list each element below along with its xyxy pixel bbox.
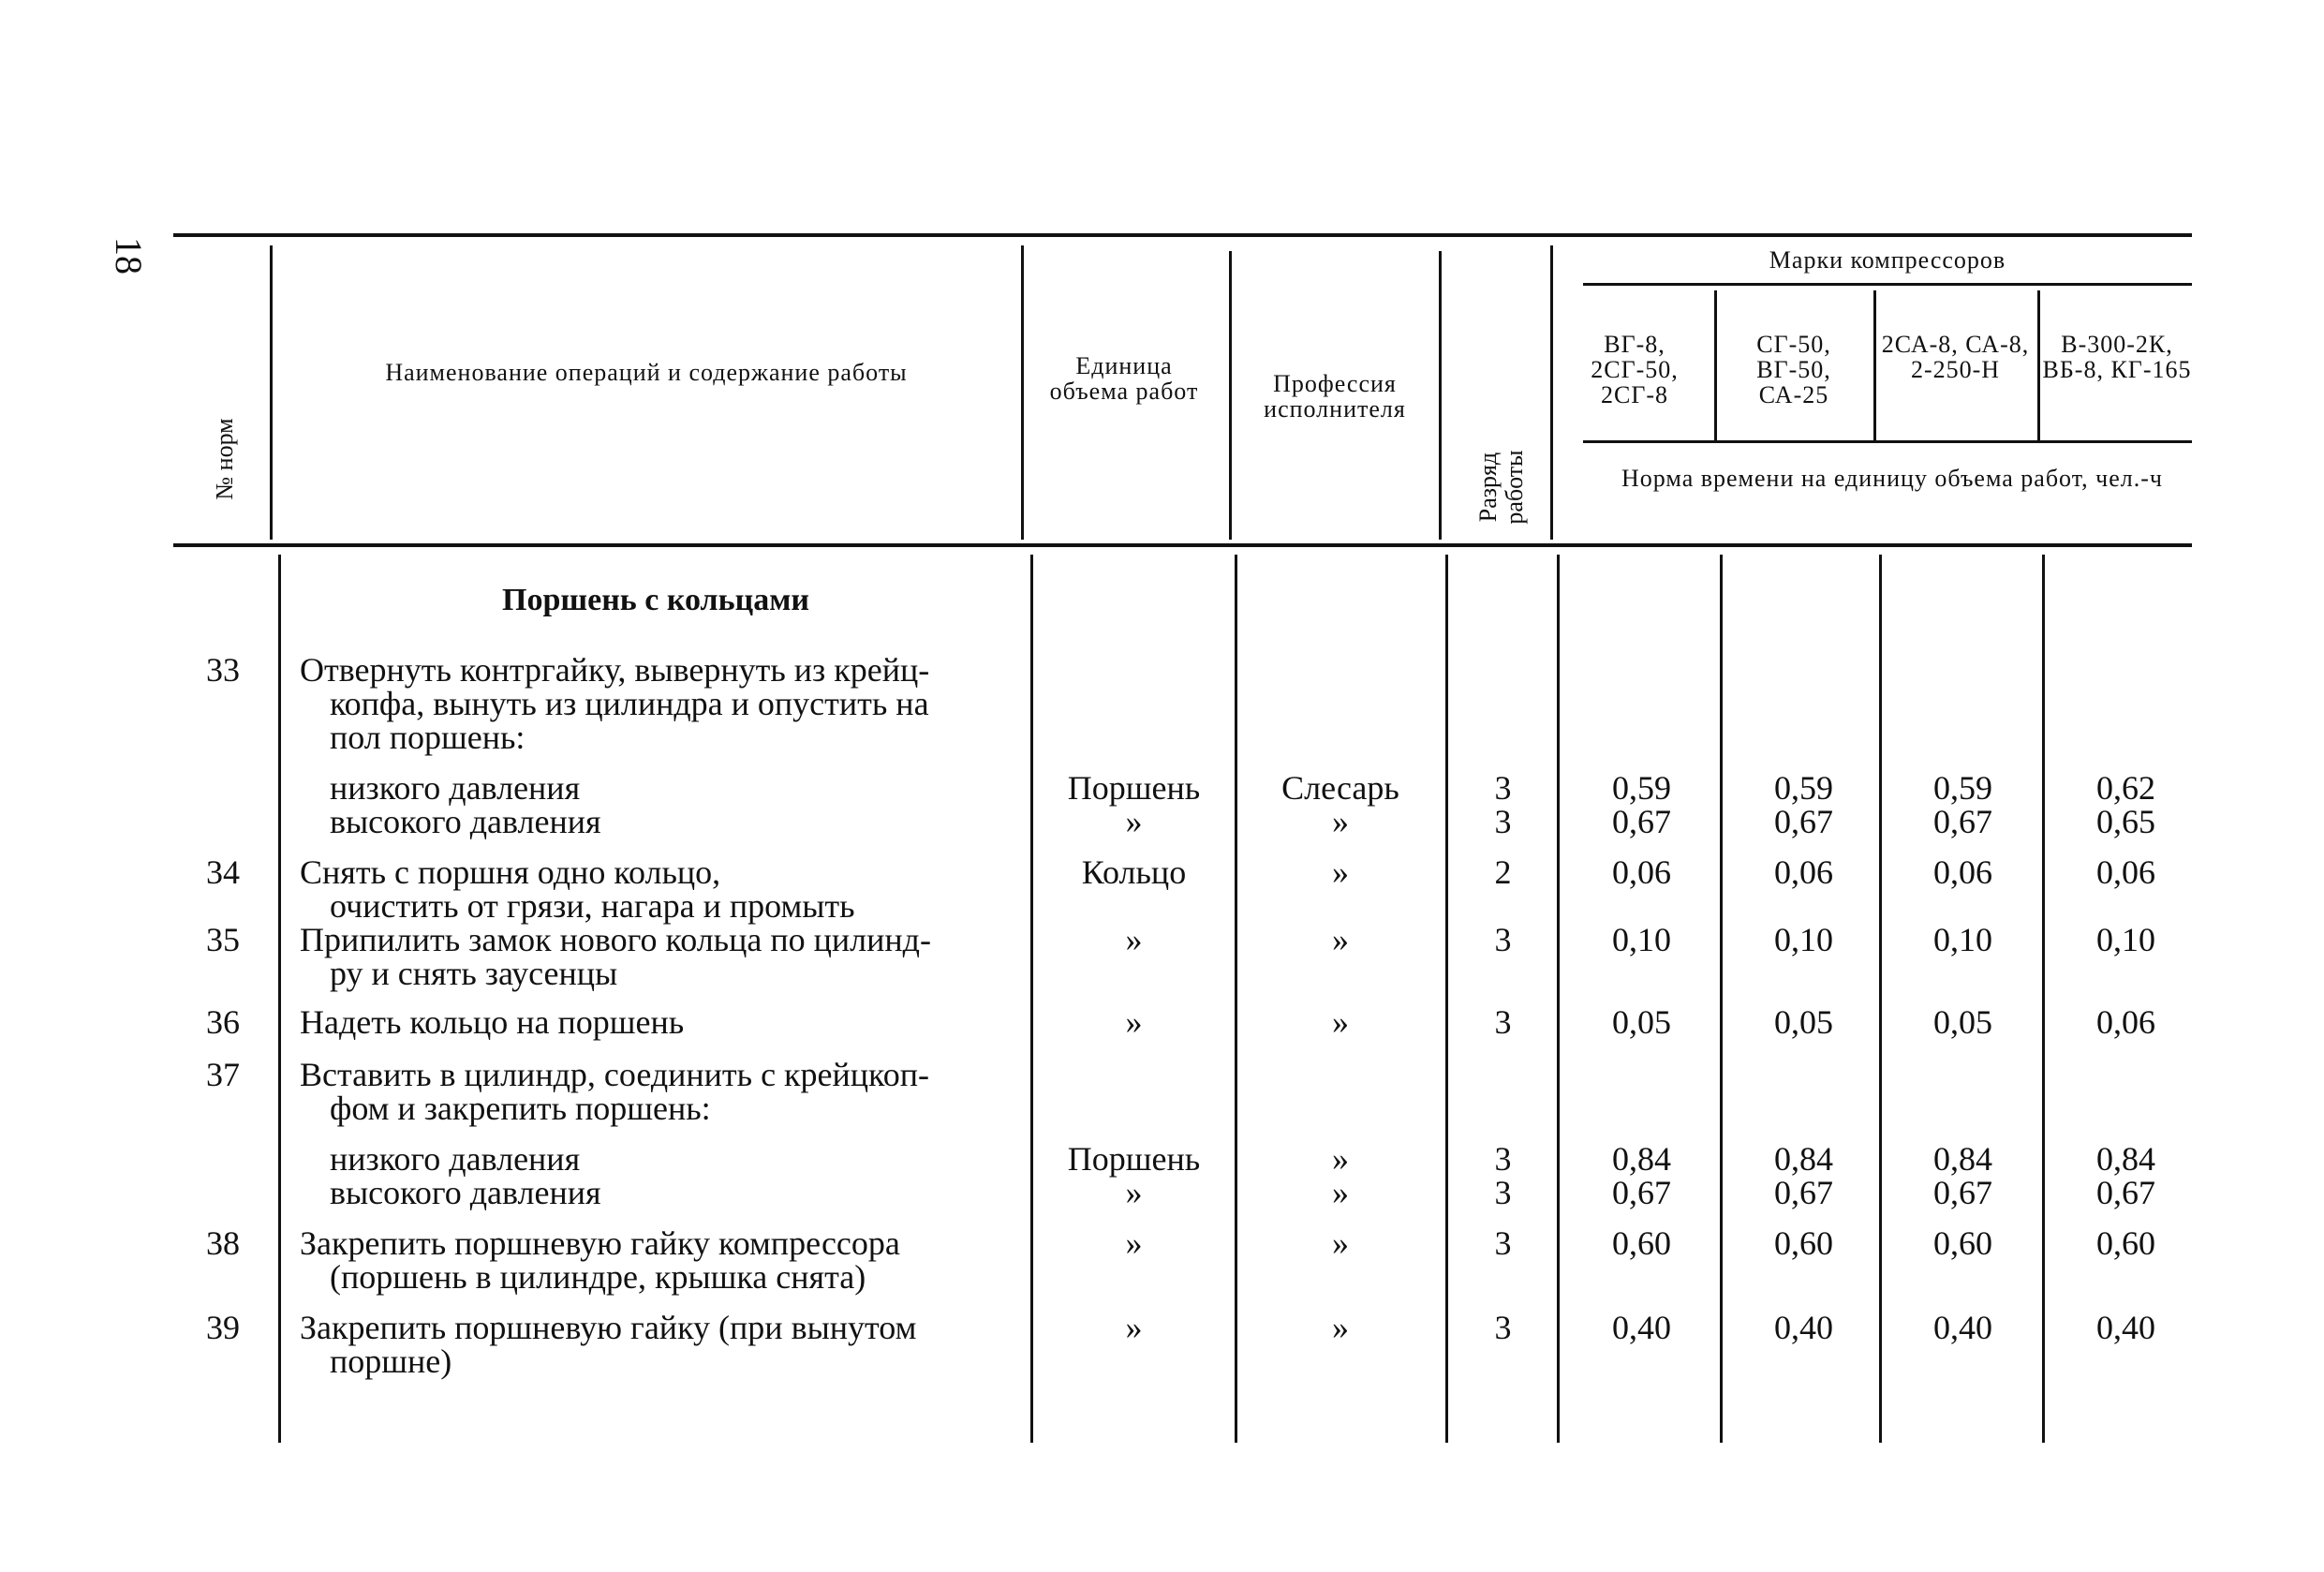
row-norm-value: 0,67 [1774,803,1833,840]
row-grade: 3 [1494,803,1512,840]
row-number: 38 [206,1224,240,1262]
row-profession: » [1332,1140,1349,1178]
brands-rule [1583,283,2192,286]
row-norm-value: 0,06 [2096,853,2155,891]
hdr-divider-7 [1873,290,1876,440]
row-text-line: Снять с поршня одно кольцо, [300,853,721,891]
hdr-name: Наименование операций и содержание работы [385,359,908,386]
row-sub-item: низкого давления [330,769,581,807]
hdr-norm-caption: Норма времени на единицу объема работ, чел.-ч [1621,465,2163,492]
row-norm-value: 0,60 [1774,1224,1833,1262]
row-sub-item: высокого давления [330,1174,601,1211]
row-norm-value: 0,65 [2096,803,2155,840]
row-norm-value: 0,59 [1612,769,1671,807]
row-unit: » [1125,1174,1143,1211]
row-norm-value: 0,84 [1933,1140,1992,1178]
row-unit: » [1125,1224,1143,1262]
row-norm-value: 0,84 [1774,1140,1833,1178]
row-number: 36 [206,1003,240,1041]
hdr-brand-2: СГ-50, ВГ-50, СА-25 [1756,331,1831,408]
body-divider-6 [1720,555,1723,1443]
row-grade: 3 [1494,769,1512,807]
row-norm-value: 0,60 [2096,1224,2155,1262]
page-number: 18 [108,237,150,274]
row-text-line: пол поршень: [330,719,525,756]
hdr-unit: Единица объема работ [1049,352,1199,405]
row-norm-value: 0,05 [1612,1003,1671,1041]
row-norm-value: 0,67 [1774,1174,1833,1211]
row-norm-value: 0,10 [1612,921,1671,958]
row-norm-value: 0,06 [1933,853,1992,891]
body-divider-1 [278,555,281,1443]
row-norm-value: 0,67 [1933,1174,1992,1211]
hdr-grade: Разряд работы [1474,450,1528,525]
row-grade: 3 [1494,1224,1512,1262]
row-profession: Слесарь [1281,769,1399,807]
row-profession: » [1332,1174,1349,1211]
body-divider-8 [2042,555,2045,1443]
row-norm-value: 0,06 [2096,1003,2155,1041]
norm-rule [1583,440,2192,443]
row-text-line: ру и снять заусенцы [330,955,618,992]
row-profession: » [1332,853,1349,891]
row-norm-value: 0,06 [1612,853,1671,891]
row-unit: Кольцо [1081,853,1187,891]
row-norm-value: 0,10 [1933,921,1992,958]
row-norm-value: 0,59 [1933,769,1992,807]
row-grade: 2 [1494,853,1512,891]
row-grade: 3 [1494,1003,1512,1041]
row-profession: » [1332,921,1349,958]
row-profession: » [1332,1224,1349,1262]
row-sub-item: высокого давления [330,803,601,840]
row-norm-value: 0,06 [1774,853,1833,891]
row-grade: 3 [1494,1140,1512,1178]
row-norm-value: 0,60 [1612,1224,1671,1262]
header-bottom-rule [173,543,2192,547]
row-sub-item: низкого давления [330,1140,581,1178]
row-norm-value: 0,05 [1933,1003,1992,1041]
row-norm-value: 0,40 [1774,1309,1833,1346]
row-number: 33 [206,651,240,689]
row-unit: Поршень [1067,769,1201,807]
row-norm-value: 0,40 [1933,1309,1992,1346]
row-text-line: очистить от грязи, нагара и промыть [330,887,855,925]
hdr-divider-1 [270,245,273,540]
row-norm-value: 0,67 [1612,803,1671,840]
row-norm-value: 0,40 [2096,1309,2155,1346]
section-title: Поршень с кольцами [502,583,809,617]
row-number: 35 [206,921,240,958]
hdr-divider-6 [1714,290,1717,440]
row-norm-value: 0,67 [1933,803,1992,840]
row-norm-value: 0,10 [1774,921,1833,958]
row-text-line: фом и закрепить поршень: [330,1090,711,1127]
row-number: 39 [206,1309,240,1346]
row-profession: » [1332,1003,1349,1041]
hdr-divider-3 [1229,251,1232,540]
hdr-divider-8 [2037,290,2040,440]
row-text-line: Припилить замок нового кольца по цилинд- [300,921,931,958]
hdr-divider-2 [1021,245,1024,540]
row-norm-value: 0,84 [2096,1140,2155,1178]
row-grade: 3 [1494,921,1512,958]
hdr-brand-4: В-300-2К, ВБ-8, КГ-165 [2042,331,2192,383]
body-divider-5 [1557,555,1560,1443]
row-text-line: копфа, вынуть из цилиндра и опустить на [330,685,929,722]
hdr-brand-3: 2СА-8, СА-8, 2-250-Н [1881,331,2030,383]
row-unit: Поршень [1067,1140,1201,1178]
hdr-brands-title: Марки компрессоров [1769,246,2006,274]
row-text-line: Надеть кольцо на поршень [300,1003,685,1041]
row-number: 34 [206,853,240,891]
row-norm-value: 0,05 [1774,1003,1833,1041]
row-text-line: Вставить в цилиндр, соединить с крейцкоп- [300,1056,929,1093]
row-text-line: Закрепить поршневую гайку компрессора [300,1224,900,1262]
row-profession: » [1332,803,1349,840]
row-profession: » [1332,1309,1349,1346]
row-norm-value: 0,60 [1933,1224,1992,1262]
row-text-line: Отвернуть контргайку, вывернуть из крейц- [300,651,930,689]
row-norm-value: 0,40 [1612,1309,1671,1346]
body-divider-3 [1235,555,1237,1443]
row-grade: 3 [1494,1309,1512,1346]
row-norm-value: 0,84 [1612,1140,1671,1178]
row-text-line: Закрепить поршневую гайку (при вынутом [300,1309,917,1346]
row-norm-value: 0,10 [2096,921,2155,958]
row-grade: 3 [1494,1174,1512,1211]
row-unit: » [1125,1309,1143,1346]
row-unit: » [1125,921,1143,958]
row-norm-value: 0,62 [2096,769,2155,807]
row-norm-value: 0,67 [1612,1174,1671,1211]
row-text-line: (поршень в цилиндре, крышка снята) [330,1258,866,1296]
row-unit: » [1125,803,1143,840]
hdr-num: № норм [211,418,238,500]
hdr-prof: Профессия исполнителя [1264,370,1406,423]
body-divider-4 [1445,555,1448,1443]
row-number: 37 [206,1056,240,1093]
row-norm-value: 0,67 [2096,1174,2155,1211]
row-text-line: поршне) [330,1342,452,1380]
row-norm-value: 0,59 [1774,769,1833,807]
row-unit: » [1125,1003,1143,1041]
hdr-brand-1: ВГ-8, 2СГ-50, 2СГ-8 [1591,331,1679,408]
hdr-divider-4 [1439,251,1442,540]
hdr-divider-5 [1550,245,1553,540]
table-top-rule [173,233,2192,237]
